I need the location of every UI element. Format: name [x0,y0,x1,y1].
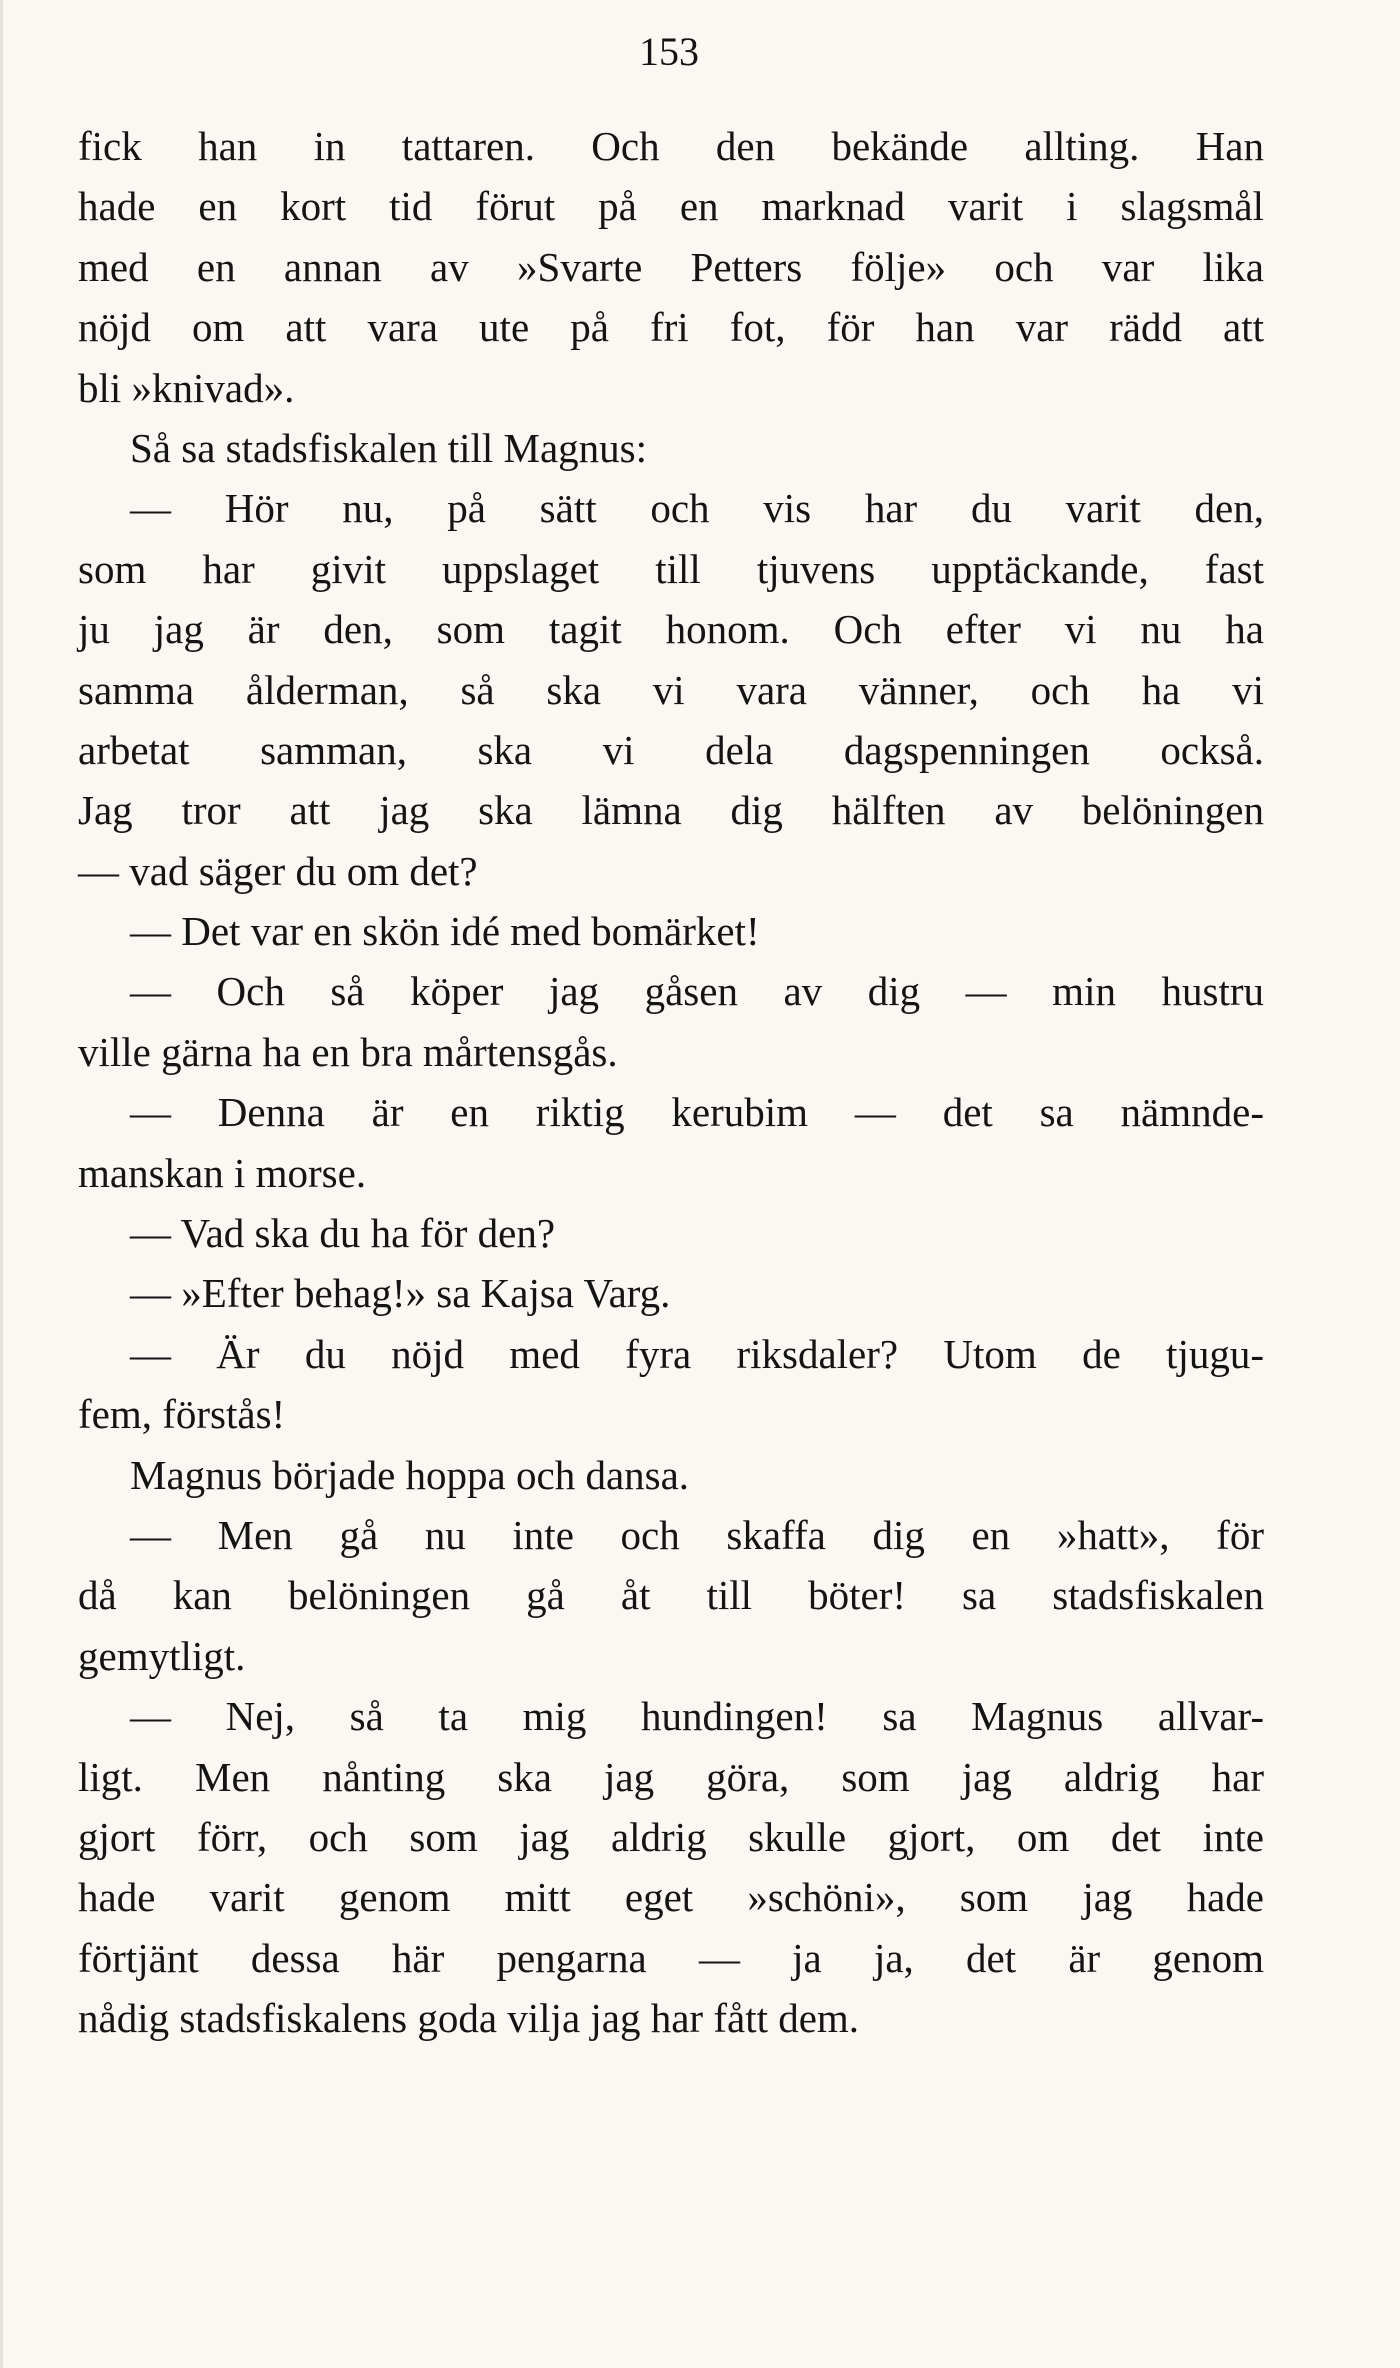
text-line: — Denna är en riktig kerubim — det sa nämnde- [130,1089,1264,1136]
text-line: — vad säger du om det? [78,847,478,894]
text-line: gjort förr, och som jag aldrig skulle gjort, om det inte [78,1813,1264,1860]
text-line: Magnus började hoppa och dansa. [130,1451,690,1498]
page-edge [0,0,3,2368]
text-line: manskan i morse. [78,1149,367,1196]
text-line: — Nej, så ta mig hundingen! sa Magnus allvar- [130,1693,1264,1740]
text-line: nådig stadsfiskalens goda vilja jag har fått dem. [78,1995,860,2042]
text-line: — Är du nöjd med fyra riksdaler? Utom de tjugu- [130,1330,1264,1377]
text-line: fick han in tattaren. Och den bekände allting. Han [78,123,1264,169]
text-line: Jag tror att jag ska lämna dig hälften av belöningen [78,787,1264,834]
text-line: ville gärna ha en bra mårtensgås. [78,1028,618,1075]
text-line: gemytligt. [78,1632,246,1679]
text-line: med en annan av »Svarte Petters följe» och var lika [78,243,1264,290]
text-line: — Vad ska du ha för den? [130,1210,556,1257]
text-line: förtjänt dessa här pengarna — ja ja, det är genom [78,1934,1264,1981]
text-line: — Men gå nu inte och skaffa dig en »hatt», för [130,1511,1264,1558]
text-line: — Det var en skön idé med bomärket! [130,908,760,955]
text-line: hade varit genom mitt eget »schöni», som jag hade [78,1874,1264,1921]
text-line: Så sa stadsfiskalen till Magnus: [130,424,648,471]
text-line: nöjd om att vara ute på fri fot, för han var rädd att [78,304,1264,351]
text-line: — Och så köper jag gåsen av dig — min hustru [130,968,1264,1015]
text-line: ligt. Men nånting ska jag göra, som jag aldrig har [78,1753,1264,1800]
text-line: hade en kort tid förut på en marknad varit i slagsmål [78,183,1264,230]
text-line: — Hör nu, på sätt och vis har du varit den, [130,485,1264,532]
body-text [78,116,1264,2049]
text-line: som har givit uppslaget till tjuvens upptäckande, fast [78,545,1264,592]
text-line: fem, förstås! [78,1391,286,1438]
text-line: då kan belöningen gå åt till böter! sa stadsfiskalen [78,1572,1264,1619]
text-line: — »Efter behag!» sa Kajsa Varg. [130,1270,671,1317]
page-number: 153 [639,29,699,74]
text-line: arbetat samman, ska vi dela dagspenningen också. [78,726,1264,773]
text-line: bli »knivad». [78,364,295,411]
text-line: samma ålderman, så ska vi vara vänner, och ha vi [78,666,1264,713]
text-line: ju jag är den, som tagit honom. Och efter vi nu ha [78,606,1264,653]
